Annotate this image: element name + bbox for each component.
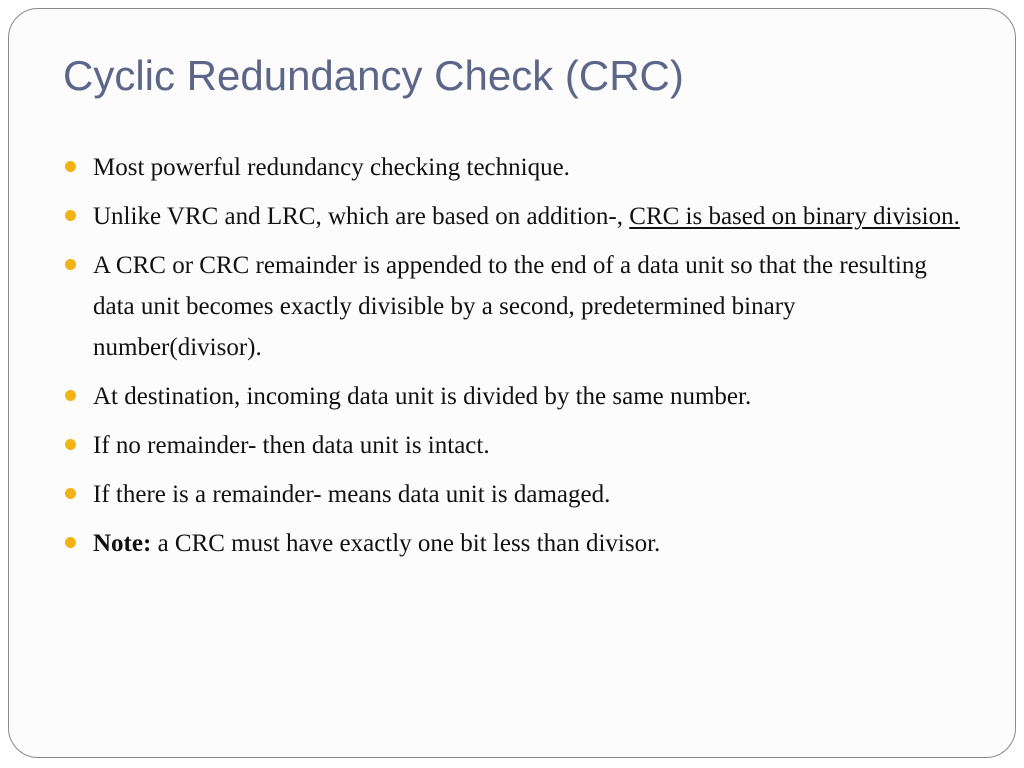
bullet-dot-icon [65,210,76,221]
bullet-item [63,376,968,417]
note-label: Note: [93,530,152,557]
underlined-phrase: CRC is based on binary division. [629,203,960,230]
bullet-item [63,147,968,188]
bullet-list [63,147,968,572]
bullet-item [63,196,968,237]
bullet-item [63,245,968,368]
bullet-text: If no remainder- then data unit is intact. [93,432,490,459]
bullet-dot-icon [65,537,76,548]
bullet-item [63,425,968,466]
bullet-text: Most powerful redundancy checking technique. [93,154,570,181]
slide [8,8,1016,758]
bullet-text: A CRC or CRC remainder is appended to the end of a data unit so that the resulting data unit becomes exactly divisible by a second, predetermined binary number(divisor). [93,252,927,361]
bullet-dot-icon [65,488,76,499]
bullet-text: If there is a remainder- means data unit is damaged. [93,481,611,508]
bullet-dot-icon [65,390,76,401]
slide-title: Cyclic Redundancy Check (CRC) [63,52,684,99]
bullet-dot-icon [65,259,76,270]
bullet-item [63,523,968,564]
bullet-item [63,474,968,515]
bullet-text: At destination, incoming data unit is divided by the same number. [93,383,752,410]
bullet-dot-icon [65,439,76,450]
bullet-text: a CRC must have exactly one bit less than divisor. [151,530,661,557]
bullet-text: Unlike VRC and LRC, which are based on addition-, [93,203,630,230]
bullet-dot-icon [65,161,76,172]
